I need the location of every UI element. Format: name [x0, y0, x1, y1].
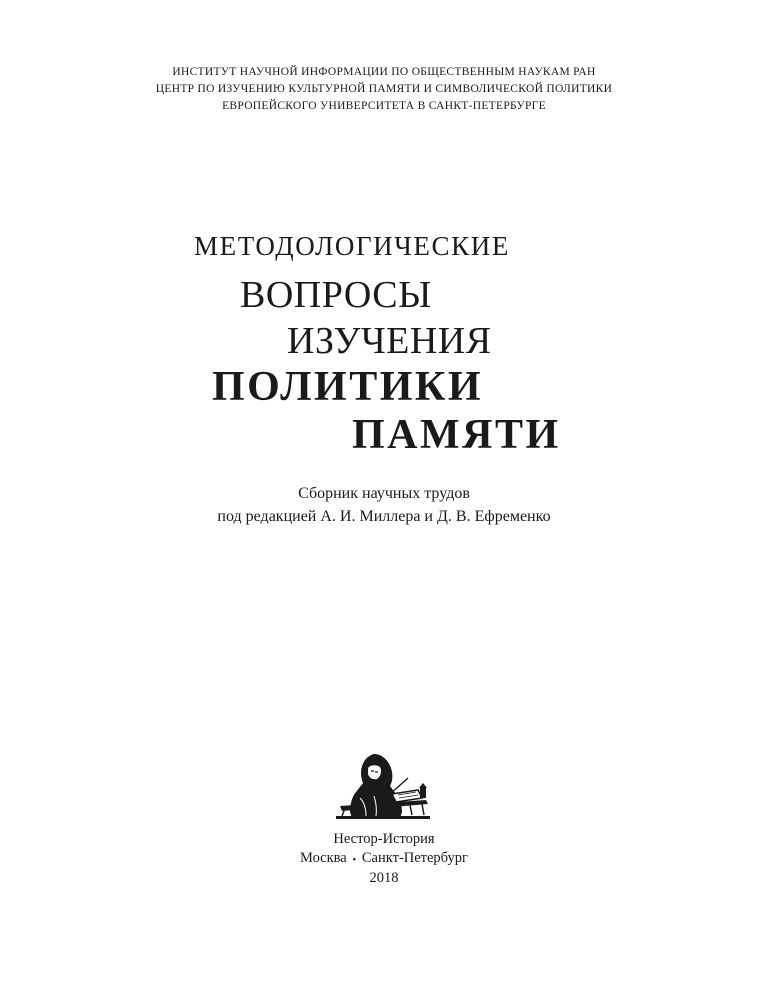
- institution-line-1: ИНСТИТУТ НАУЧНОЙ ИНФОРМАЦИИ ПО ОБЩЕСТВЕННЫМ НАУКАМ РАН: [172, 66, 596, 78]
- institution-line-3: ЕВРОПЕЙСКОГО УНИВЕРСИТЕТА В САНКТ-ПЕТЕРБУРГЕ: [222, 100, 546, 112]
- subtitle: [0, 482, 768, 528]
- institutions-header: [0, 64, 768, 115]
- publisher-name: Нестор-История: [333, 831, 435, 847]
- title-line-1: МЕТОДОЛОГИЧЕСКИЕ: [194, 231, 510, 261]
- title-line-2: ВОПРОСЫ: [240, 274, 432, 316]
- city-moscow: Москва: [300, 850, 347, 866]
- institution-line-2: ЦЕНТР ПО ИЗУЧЕНИЮ КУЛЬТУРНОЙ ПАМЯТИ И СИМВОЛИЧЕСКОЙ ПОЛИТИКИ: [155, 83, 613, 95]
- publisher-block: [0, 830, 768, 888]
- bullet-separator: •: [352, 854, 357, 866]
- publication-year: 2018: [369, 870, 399, 886]
- title-line-5: ПАМЯТИ: [352, 412, 561, 458]
- publisher-cities: [0, 849, 768, 869]
- title-line-4: ПОЛИТИКИ: [212, 364, 484, 410]
- chronicler-monk-icon: [330, 748, 436, 822]
- title-line-3: ИЗУЧЕНИЯ: [287, 320, 492, 362]
- subtitle-line-2: под редакцией А. И. Миллера и Д. В. Ефременко: [217, 508, 551, 525]
- city-saint-petersburg: Санкт-Петербург: [361, 850, 468, 866]
- subtitle-line-1: Сборник научных трудов: [298, 485, 470, 502]
